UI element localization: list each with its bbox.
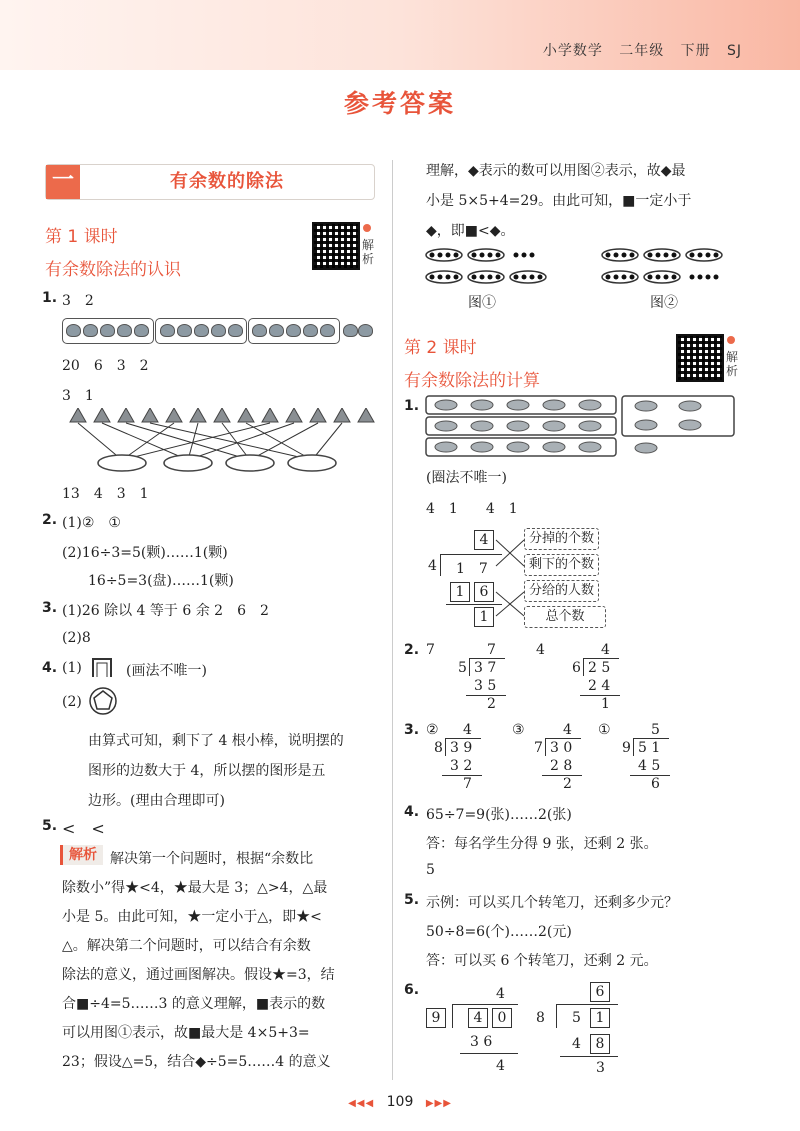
match-label-3: 分给的人数: [524, 580, 599, 602]
l2-q3-div3-product: 4 5: [638, 758, 661, 774]
play-arrow-icon: [727, 336, 735, 344]
header-grade: 二年级: [619, 43, 665, 59]
next-arrows-icon: ▶▶▶: [425, 1098, 452, 1109]
broccoli-icon: [83, 324, 98, 337]
l2-q2-answer-a: 7: [426, 642, 435, 658]
analysis-tag: 解析: [60, 845, 103, 865]
division-bracket: [440, 554, 441, 576]
figure-2-diagram: [600, 246, 730, 286]
division-bracket: [556, 1004, 557, 1028]
q3-part2: (2)8: [62, 630, 91, 646]
quotient-box: 4: [474, 530, 494, 550]
subtraction-line: [630, 775, 670, 776]
broccoli-icon: [303, 324, 318, 337]
q4-part2-prefix: (2): [62, 694, 82, 710]
q3-label: 3.: [42, 600, 58, 616]
l2-q5-answer: 答：可以买 6 个转笔刀，还剩 2 元。: [426, 953, 658, 969]
page-number: 109: [386, 1094, 414, 1110]
division-bar: [469, 658, 505, 659]
l2-q6-div2-quotient-box: 6: [590, 982, 610, 1002]
l2-q3-div2-remainder: 2: [563, 776, 572, 792]
qr-tag: 解析: [362, 238, 375, 266]
subtraction-line: [580, 695, 620, 696]
figure-2-caption: 图②: [650, 295, 678, 311]
l2-q2-div2-remainder: 1: [601, 696, 610, 712]
division-bar: [633, 738, 669, 739]
lesson2-name: 有余数除法的计算: [404, 371, 540, 391]
analysis-cont-3: ◆，即■<◆。: [426, 223, 515, 239]
analysis-line-8: 23；假设△=5，结合◆÷5=5……4 的意义: [62, 1054, 331, 1070]
page-title: 参考答案: [343, 89, 456, 118]
pentagon-icon: [88, 686, 118, 716]
analysis-cont-2: 小是 5×5+4=29。由此可知，■一定小于: [426, 193, 692, 209]
subtraction-line: [560, 1056, 618, 1057]
l2-q5-equation: 50÷8=6(个)……2(元): [426, 924, 572, 940]
q1-answer-d: 13 4 3 1: [62, 486, 149, 502]
division-bracket: [445, 738, 446, 756]
division-bar: [452, 1004, 518, 1005]
broccoli-icon: [177, 324, 192, 337]
l2-q2-div1-dividend: 3 7: [474, 660, 497, 676]
l2-q2-answer-b: 4: [536, 642, 545, 658]
l2-q1-note: (圈法不唯一): [426, 470, 507, 486]
analysis-cont-1: 理解，◆表示的数可以用图②表示，故◆最: [426, 163, 686, 179]
l2-q5-label: 5.: [404, 892, 420, 908]
l2-q1-label: 1.: [404, 398, 420, 414]
q5-label: 5.: [42, 818, 58, 834]
broccoli-icon: [320, 324, 335, 337]
l2-q3-answer-a: ②: [426, 722, 439, 738]
l2-q3-div3-divisor: 9: [622, 740, 631, 756]
l2-q3-div1-quotient: 4: [463, 722, 472, 738]
l2-q4-answer: 答：每名学生分得 9 张，还剩 2 张。: [426, 836, 658, 852]
l2-q3-div1-dividend: 3 9: [450, 740, 473, 756]
division-bar: [440, 554, 502, 555]
division-bracket: [545, 738, 546, 756]
l2-q6-div1-dividend-box-2: 0: [492, 1008, 512, 1028]
product-box-1: 1: [450, 582, 470, 602]
column-divider: [392, 160, 393, 1080]
qr-tag: 解析: [726, 350, 739, 378]
analysis-line-1: 解决第一个问题时，根据“余数比: [110, 851, 314, 867]
lesson2-label: 第 2 课时: [404, 338, 477, 358]
l2-q2-div1-quotient: 7: [487, 642, 496, 658]
l2-q3-div3-remainder: 6: [651, 776, 660, 792]
chapter-number: 一: [46, 165, 80, 199]
l2-q6-div2-remainder: 3: [596, 1060, 605, 1076]
l2-q2-div2-quotient: 4: [601, 642, 610, 658]
broccoli-icon: [286, 324, 301, 337]
broccoli-icon: [100, 324, 115, 337]
q2-part2b: 16÷5=3(盘)……1(颗): [88, 573, 234, 589]
chapter-title: 有余数的除法: [170, 171, 284, 192]
division-bracket: [469, 658, 470, 676]
l2-q5-question: 示例：可以买几个转笔刀，还剩多少元？: [426, 895, 678, 911]
l2-q3-answer-b: ③: [512, 722, 525, 738]
l2-q5-extra: 5: [426, 862, 435, 878]
prev-arrows-icon: ◀◀◀: [348, 1098, 375, 1109]
analysis-line-3: 小是 5。由此可知，★一定小于△，即★<: [62, 909, 322, 925]
broccoli-icon: [343, 324, 358, 337]
q1-answer-c: 3 1: [62, 388, 94, 404]
q1-answer-b: 20 6 3 2: [62, 358, 149, 374]
divisor: 4: [428, 558, 437, 574]
qr-code-icon[interactable]: [676, 334, 724, 382]
broccoli-icon: [134, 324, 149, 337]
analysis-line-5: 除法的意义，通过画图解决。假设★=3，结: [62, 967, 335, 983]
analysis-line-6: 合■÷4=5……3 的意义理解，■表示的数: [62, 996, 326, 1012]
q3-part1: (1)26 除以 4 等于 6 余 2 6 2: [62, 603, 269, 619]
broccoli-icon: [269, 324, 284, 337]
l2-q6-div1-remainder: 4: [496, 1058, 505, 1074]
l2-q2-label: 2.: [404, 642, 420, 658]
l2-q2-div1-remainder: 2: [487, 696, 496, 712]
l2-q6-div1-product: 3 6: [470, 1034, 493, 1050]
analysis-line-7: 可以用图①表示，故■最大是 4×5+3=: [62, 1025, 310, 1041]
l2-q3-div1-remainder: 7: [463, 776, 472, 792]
l2-q6-div2-divisor: 8: [536, 1010, 545, 1026]
l2-q6-div2-product-1: 4: [572, 1036, 581, 1052]
l2-q6-label: 6.: [404, 982, 420, 998]
l2-q3-label: 3.: [404, 722, 420, 738]
division-bracket: [583, 658, 584, 676]
division-bar: [445, 738, 481, 739]
figure-1-caption: 图①: [468, 295, 496, 311]
chapter-bar: [45, 164, 375, 200]
l2-q6-div1-quotient: 4: [496, 986, 505, 1002]
l2-q6-div2-dividend-box: 1: [590, 1008, 610, 1028]
division-bar: [545, 738, 581, 739]
l2-q6-div1-dividend-box-1: 4: [468, 1008, 488, 1028]
l2-q3-div2-dividend: 3 0: [550, 740, 573, 756]
l2-q2-div2-product: 2 4: [588, 678, 611, 694]
header-series: 小学数学: [542, 43, 603, 59]
l2-q3-div3-quotient: 5: [651, 722, 660, 738]
q4-explain-3: 边形。(理由合理即可): [88, 793, 225, 809]
analysis-line-4: △。解决第二个问题时，可以结合有余数: [62, 938, 311, 954]
header-info: [543, 40, 742, 60]
bread-grouping-diagram: [424, 394, 740, 458]
lesson1-name: 有余数除法的认识: [45, 260, 181, 280]
broccoli-icon: [160, 324, 175, 337]
q5-answer: < <: [62, 819, 105, 838]
division-bracket: [452, 1004, 453, 1028]
remainder-box: 1: [474, 607, 494, 627]
subtraction-line: [542, 775, 582, 776]
broccoli-icon: [252, 324, 267, 337]
square-stick-icon: [90, 656, 116, 678]
product-box-2: 6: [474, 582, 494, 602]
header-volume: 下册: [680, 43, 711, 59]
q4-part1-note: (画法不唯一): [126, 663, 207, 679]
dividend: 1 7: [456, 561, 488, 577]
broccoli-icon: [194, 324, 209, 337]
broccoli-icon: [228, 324, 243, 337]
subtraction-line: [466, 695, 506, 696]
broccoli-icon: [211, 324, 226, 337]
l2-q6-div2-product-box: 8: [590, 1034, 610, 1054]
l2-q4-label: 4.: [404, 804, 420, 820]
q2-part2a: (2)16÷3=5(颗)……1(颗): [62, 545, 228, 561]
l2-q6-div1-divisor-box: 9: [426, 1008, 446, 1028]
lesson1-label: 第 1 课时: [45, 227, 118, 247]
l2-q2-div1-product: 3 5: [474, 678, 497, 694]
l2-q2-div2-divisor: 6: [572, 660, 581, 676]
l2-q3-div2-divisor: 7: [534, 740, 543, 756]
match-label-4: 总个数: [524, 606, 606, 628]
q4-part1-prefix: (1): [62, 660, 82, 676]
match-label-2: 剩下的个数: [524, 554, 599, 576]
l2-q2-div2-dividend: 2 5: [588, 660, 611, 676]
page-footer: [0, 1094, 800, 1110]
l2-q3-div2-quotient: 4: [563, 722, 572, 738]
analysis-line-2: 除数小”得★<4，★最大是 3；△>4，△最: [62, 880, 328, 896]
q1-label: 1.: [42, 290, 58, 306]
l2-q3-div1-product: 3 2: [450, 758, 473, 774]
broccoli-icon: [117, 324, 132, 337]
l2-q3-div3-dividend: 5 1: [638, 740, 661, 756]
l2-q4-equation: 65÷7=9(张)……2(张): [426, 807, 572, 823]
matching-lines: [494, 528, 526, 628]
l2-q3-div1-divisor: 8: [434, 740, 443, 756]
l2-q1-answer: 4 1 4 1: [426, 501, 518, 517]
subtraction-line: [460, 1053, 518, 1054]
dumpling-plate-diagram: [60, 408, 380, 478]
l2-q3-answer-c: ①: [598, 722, 611, 738]
play-arrow-icon: [363, 224, 371, 232]
l2-q6-div2-dividend-1: 5: [572, 1010, 581, 1026]
subtraction-line: [442, 775, 482, 776]
q4-label: 4.: [42, 660, 58, 676]
q1-answer-a: 3 2: [62, 293, 94, 309]
q2-label: 2.: [42, 512, 58, 528]
l2-q3-div2-product: 2 8: [550, 758, 573, 774]
q4-explain-2: 图形的边数大于 4，所以摆的图形是五: [88, 763, 326, 779]
figure-1-diagram: [424, 246, 554, 286]
division-bracket: [633, 738, 634, 756]
broccoli-icon: [66, 324, 81, 337]
q4-explain-1: 由算式可知，剩下了 4 根小棒，说明摆的: [88, 733, 344, 749]
division-bar: [583, 658, 619, 659]
header-edition: SJ: [726, 43, 742, 59]
q2-part1: (1)② ①: [62, 515, 121, 531]
match-label-1: 分掉的个数: [524, 528, 599, 550]
qr-code-icon[interactable]: [312, 222, 360, 270]
broccoli-icon: [358, 324, 373, 337]
division-bar: [556, 1004, 618, 1005]
l2-q2-div1-divisor: 5: [458, 660, 467, 676]
